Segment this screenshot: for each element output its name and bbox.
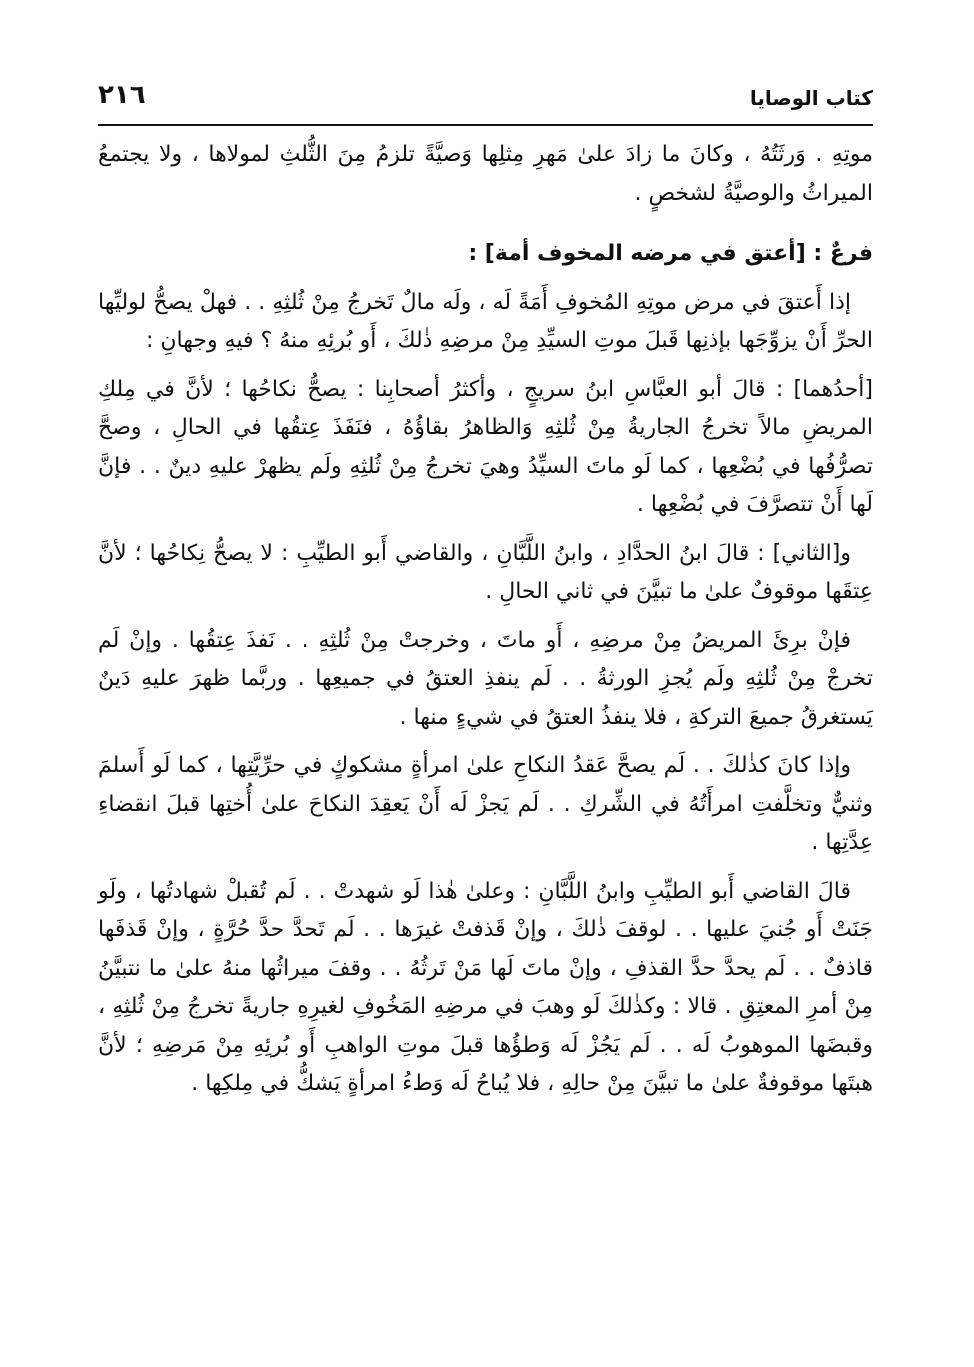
book-title: كتاب الوصايا [749,86,873,110]
paragraph-7: قالَ القاضي أَبو الطيِّبِ وابنُ اللَّبَّانِ : وعلىٰ هٰذا لَو شهدتْ . . لَم تُقبلْ شهادتُها ، ولَو جَنَتْ أَو جُنيَ عليها . . لوقفَ ذٰلكَ ، وإنْ قَذفتْ غيرَها . . لَم تَحدَّ حدَّ حُرَّةٍ ، وإنْ قَذفَها قاذفٌ . . لَم يحدَّ حدَّ القذفِ ، وإنْ ماتَ لَها مَنْ تَرثُهُ . . وقفَ ميراثُها منهُ علىٰ ما نتبيَّنُ مِنْ أمرِ المعتِقِ . قالا : وكذٰلكَ لَو وهبَ في مرضِهِ المَخُوفِ لغيرِهِ جاريةً تخرجُ مِنْ ثُلثِهِ ، وقبضَها الموهوبُ لَه . . لَم يَجُزْ لَه وَطؤُها قبلَ موتِ الواهبِ أَو بُرئِهِ مِنْ مَرضِهِ ؛ لأنَّ هبتَها موقوفةٌ علىٰ ما تبيَّنَ مِنْ حالِهِ ، فلا يُباحُ لَه وَطءُ امرأةٍ يَشكُّ في مِلكِها . [98,878,873,1096]
paragraph-3: [أحدُهما] : قالَ أبو العبَّاسِ ابنُ سريجٍ ، وأكثرُ أصحابِنا : يصحُّ نكاحُها ؛ لأنَّ في مِلكِ المريضِ مالاً تخرجُ الجاريةُ مِنْ ثُلثِهِ وَالظاهرُ بقاؤُهُ ، فنَفَذَ عِتقُها في الحالِ ، وصحَّ تصرُّفُها في بُضْعِها ، كما لَو ماتَ السيِّدُ وهيَ تخرجُ مِنْ ثُلثِهِ ولَم يظهرْ عليهِ دينٌ . . فإنَّ لَها أَنْ تتصرَّفَ في بُضْعِها . [98,376,873,517]
paragraph-6: وإذا كانَ كذٰلكَ . . لَم يصحَّ عَقدُ النكاحِ علىٰ امرأةٍ مشكوكٍ في حرِّيَّتِها ، كما لَو أَسلمَ وثنيٌّ وتخلَّفتِ امرأَتُهُ في الشِّركِ . . لَم يَجزْ لَه أَنْ يَعقِدَ النكاحَ علىٰ أُختِها قبلَ انقضاءِ عِدَّتِها . [98,753,873,855]
paragraph-4: و[الثاني] : قالَ ابنُ الحدَّادِ ، وابنُ اللَّبَّانِ ، والقاضي أَبو الطيِّبِ : لا يصحُّ نِكاحُها ؛ لأنَّ عِتقَها موقوفٌ علىٰ ما تبيَّنَ في ثاني الحالِ . [98,540,873,604]
page-header [98,80,873,120]
page-number: ٢١٦ [98,80,146,110]
header-divider [98,124,873,126]
paragraph-5: فإنْ برِئَ المريضُ مِنْ مرضِهِ ، أَو ماتَ ، وخرجتْ مِنْ ثُلثِهِ . . نَفذَ عِتقُها . وإنْ لَم تخرجْ مِنْ ثُلثِهِ ولَم يُجزِ الورثةُ . . لَم ينفذِ العتقُ في جميعِها . وربَّما ظهرَ عليهِ دَينٌ يَستغرقُ جميعَ التركةِ ، فلا ينفذُ العتقُ في شيءٍ منها . [98,627,873,730]
paragraph-1: موتِهِ . وَرثَتُهُ ، وكانَ ما زادَ علىٰ مَهرِ مِثلِها وَصيَّةً تلزمُ مِنَ الثُّلثِ لمولاها ، ولا يجتمعُ الميراثُ والوصيَّةُ لشخصٍ . [98,142,873,206]
paragraph-2: إذا أَعتقَ في مرض موتِهِ المُخوفِ أَمَةً لَه ، ولَه مالٌ تَخرجُ مِنْ ثُلثِهِ . . فهلْ يصحُّ لوليِّها الحرِّ أَنْ يزوِّجَها بإذنِها قَبلَ موتِ السيِّدِ مِنْ مرضِهِ ذٰلكَ ، أَو بُرئِهِ منهُ ؟ فيهِ وجهانِ : [98,289,873,353]
body-text [98,136,873,1114]
section-heading: فرعٌ : [أعتق في مرضه المخوف أمة] : [468,241,873,266]
